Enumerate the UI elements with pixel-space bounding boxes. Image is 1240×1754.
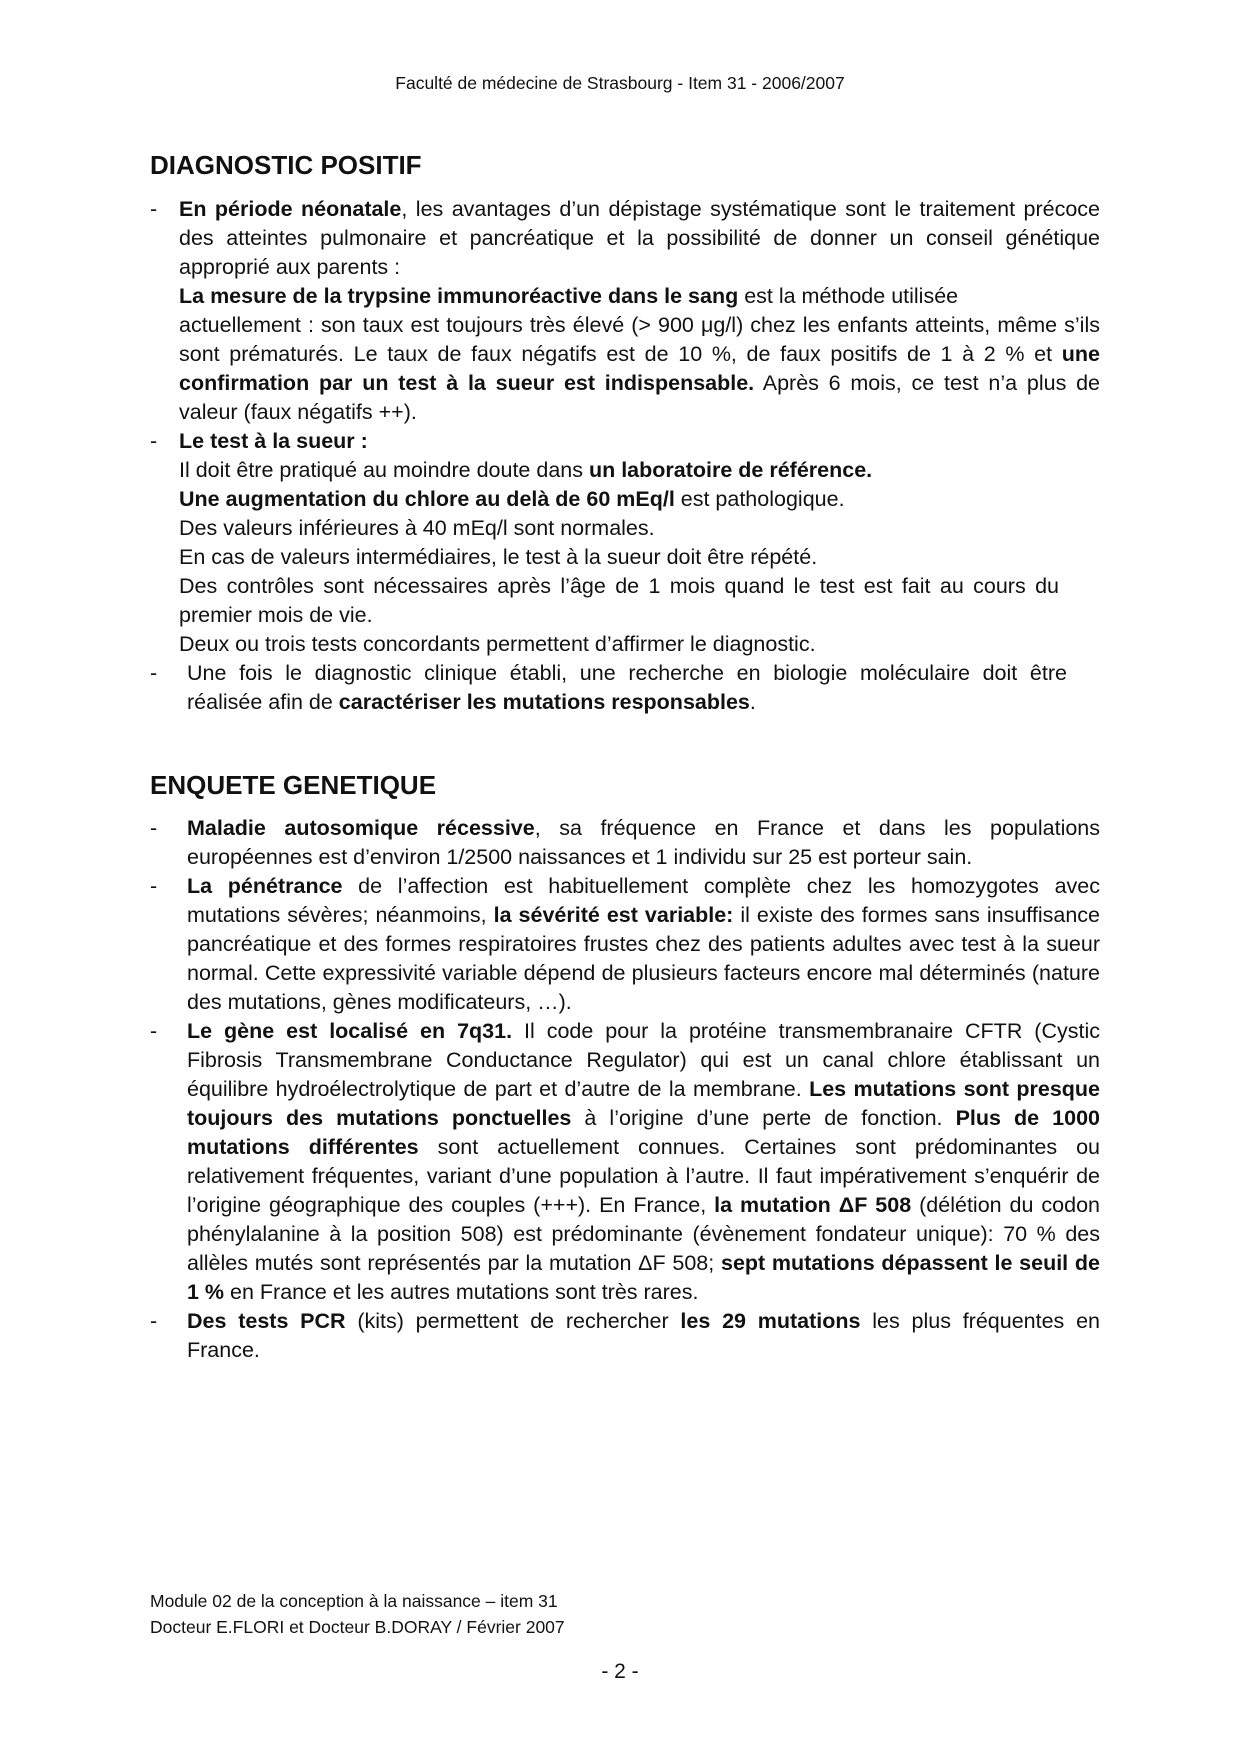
bullet-dash: -: [150, 1019, 158, 1043]
bold-term: Maladie autosomique récessive: [187, 816, 535, 840]
text-run: de l’affection est habituellement complète chez les homozygotes avec mutations sévères; néanmoins,: [187, 874, 1100, 927]
bullet-dash: -: [150, 661, 158, 685]
list-item: [150, 427, 1100, 659]
list-item-body: [179, 195, 1100, 427]
text-run: est la méthode utilisée: [738, 284, 959, 308]
page-header: Faculté de médecine de Strasbourg - Item 31 - 2006/2007: [395, 73, 845, 93]
bold-term: la mutation ΔF 508: [714, 1193, 912, 1217]
text-run: il existe des formes sans insuffisance pancréatique et des formes respiratoires frustes chez des patients adultes avec test à la sueur normal. Cette expressivité variable dépend de plusieurs facteurs encore mal déterminés (nature des mutations, gènes modificateurs, …).: [187, 903, 1101, 1014]
bold-term: sept mutations dépassent le seuil de 1 %: [187, 1251, 1100, 1304]
bold-term: Les mutations sont presque toujours des mutations ponctuelles: [187, 1077, 1100, 1130]
list-item-body: [187, 659, 1067, 717]
text-run: à l’origine d’une perte de fonction.: [571, 1106, 956, 1130]
bold-term: Le gène est localisé en 7q31.: [187, 1019, 513, 1043]
text-line: Des valeurs inférieures à 40 mEq/l sont normales.: [179, 516, 655, 540]
bullet-dash: -: [150, 197, 158, 221]
text-run: actuellement : son taux est toujours très élevé (> 900 μg/l) chez les enfants atteints, même s’ils sont prématurés. Le taux de faux négatifs est de 10 %, de faux positifs de 1 à 2 % et: [179, 313, 1100, 366]
text-run: Après 6 mois, ce test n’a plus de valeur (faux négatifs ++).: [179, 371, 1101, 424]
bullet-dash: -: [150, 429, 158, 453]
bold-term: les 29 mutations: [680, 1309, 861, 1333]
text-run: sont actuellement connues. Certaines sont prédominantes ou relativement fréquentes, variant d’une population à l’autre. Il faut impérativement s’enquérir de l’origine géographique des couples (+++). En France,: [187, 1135, 1100, 1217]
footer-line-authors: Docteur E.FLORI et Docteur B.DORAY / Février 2007: [150, 1617, 565, 1637]
list-item: [150, 1307, 1100, 1365]
list-item: [150, 814, 1100, 872]
list-item-body: [187, 1017, 1100, 1307]
bold-term: Des tests PCR: [187, 1309, 346, 1333]
list-item: [150, 195, 1100, 427]
bullet-dash: -: [150, 1309, 158, 1333]
text-run: Une fois le diagnostic clinique établi, une recherche en biologie moléculaire doit être réalisée afin de: [187, 661, 1067, 714]
list-item-body: [179, 427, 1100, 659]
diagnostic-list: [150, 195, 1100, 717]
text-line: En cas de valeurs intermédiaires, le test à la sueur doit être répété.: [179, 545, 818, 569]
text-line: Des contrôles sont nécessaires après l’âge de 1 mois quand le test est fait au cours du premier mois de vie.: [179, 574, 1059, 627]
genetique-list: [150, 814, 1100, 1365]
bold-term: une confirmation par un test à la sueur est indispensable.: [179, 342, 1100, 395]
page-footer: [150, 1588, 565, 1640]
text-run: .: [749, 690, 756, 714]
bold-term: En période néonatale: [179, 197, 402, 221]
text-line: Deux ou trois tests concordants permettent d’affirmer le diagnostic.: [179, 632, 816, 656]
bold-term: la sévérité est variable:: [493, 903, 734, 927]
list-item: [150, 872, 1100, 1017]
text-run: (kits) permettent de rechercher: [345, 1309, 681, 1333]
text-run: , les avantages d’un dépistage systématique sont le traitement précoce des atteintes pulmonaire et pancréatique et la possibilité de donner un conseil génétique approprié aux parents :: [179, 197, 1101, 279]
bold-term: La pénétrance: [187, 874, 343, 898]
page-number: - 2 -: [601, 1660, 639, 1683]
list-item-body: [187, 872, 1100, 1017]
text-run: en France et les autres mutations sont très rares.: [224, 1280, 699, 1304]
bullet-dash: -: [150, 874, 158, 898]
bold-term: un laboratoire de référence.: [588, 458, 873, 482]
list-item: [150, 1017, 1100, 1307]
bold-term: Plus de 1000 mutations différentes: [187, 1106, 1100, 1159]
text-run: est pathologique.: [674, 487, 845, 511]
section-title-genetique: ENQUETE GENETIQUE: [150, 770, 437, 800]
list-item: [150, 659, 1100, 717]
list-item-body: [187, 814, 1100, 872]
list-item-body: [187, 1307, 1100, 1365]
bold-term: Le test à la sueur :: [179, 429, 368, 453]
section-title-diagnostic: DIAGNOSTIC POSITIF: [150, 150, 422, 180]
text-run: les plus fréquentes en France.: [187, 1309, 1100, 1362]
text-run: (délétion du codon phénylalanine à la position 508) est prédominante (évènement fondateur unique): 70 % des allèles mutés sont représentés par la mutation ΔF 508;: [187, 1193, 1101, 1275]
footer-line-module: Module 02 de la conception à la naissance – item 31: [150, 1591, 558, 1611]
text-run: Il code pour la protéine transmembranaire CFTR (Cystic Fibrosis Transmembrane Conductance Regulator) qui est un canal chlore établissant un équilibre hydroélectrolytique de part et d’autre de la membrane.: [187, 1019, 1100, 1101]
bold-term: caractériser les mutations responsables: [338, 690, 750, 714]
text-run: , sa fréquence en France et dans les populations européennes est d’environ 1/2500 naissances et 1 individu sur 25 est porteur sain.: [187, 816, 1101, 869]
bullet-dash: -: [150, 816, 158, 840]
bold-term: Une augmentation du chlore au delà de 60 mEq/l: [179, 487, 675, 511]
bold-term: La mesure de la trypsine immunoréactive dans le sang: [179, 284, 739, 308]
text-run: Il doit être pratiqué au moindre doute dans: [179, 458, 589, 482]
